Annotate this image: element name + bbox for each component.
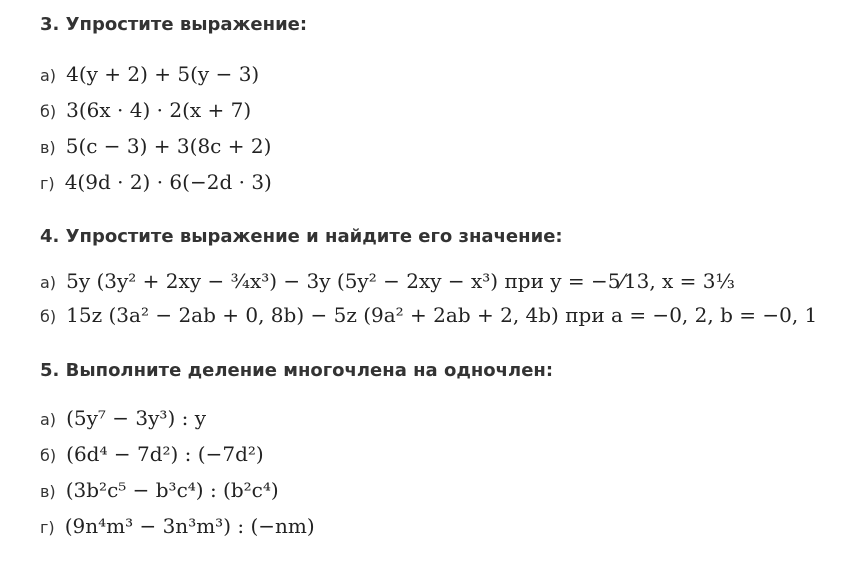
task-item <box>40 436 830 472</box>
task-items <box>40 400 830 544</box>
task-item <box>40 164 830 200</box>
item-expression: 5(c − 3) + 3(8c + 2) <box>65 134 272 158</box>
item-label: б) <box>40 446 57 465</box>
item-label: б) <box>40 102 57 121</box>
item-expression: (5y⁷ − 3y³) : y <box>66 406 207 430</box>
task-item <box>40 128 830 164</box>
item-label: а) <box>40 66 57 85</box>
task-item <box>40 92 830 128</box>
worksheet <box>40 8 830 544</box>
task-3 <box>40 8 830 200</box>
item-label: б) <box>40 307 57 326</box>
item-expression: (3b²c⁵ − b³c⁴) : (b²c⁴) <box>65 478 279 502</box>
item-label: а) <box>40 273 57 292</box>
task-4 <box>40 220 830 332</box>
task-item <box>40 472 830 508</box>
task-title: 3. Упростите выражение: <box>40 14 308 35</box>
item-label: в) <box>40 482 56 501</box>
task-items <box>40 264 830 332</box>
item-label: г) <box>40 174 55 193</box>
task-title: 4. Упростите выражение и найдите его значение: <box>40 226 563 247</box>
task-item <box>40 298 830 332</box>
item-expression: 5y (3y² + 2xy − ¾x³) − 3y (5y² − 2xy − x³) при y = −5⁄13, x = 3⅓ <box>66 269 735 293</box>
item-expression: (6d⁴ − 7d²) : (−7d²) <box>66 442 264 466</box>
item-expression: 3(6x · 4) · 2(x + 7) <box>66 98 252 122</box>
task-item <box>40 400 830 436</box>
task-items <box>40 56 830 200</box>
task-item <box>40 264 830 298</box>
item-expression: 4(y + 2) + 5(y − 3) <box>66 62 260 86</box>
item-expression: (9n⁴m³ − 3n³m³) : (−nm) <box>64 514 315 538</box>
item-label: а) <box>40 410 57 429</box>
item-expression: 4(9d · 2) · 6(−2d · 3) <box>64 170 272 194</box>
task-title: 5. Выполните деление многочлена на одночлен: <box>40 360 554 381</box>
task-item <box>40 508 830 544</box>
item-label: в) <box>40 138 56 157</box>
task-5 <box>40 354 830 544</box>
item-label: г) <box>40 518 55 537</box>
item-expression: 15z (3a² − 2ab + 0, 8b) − 5z (9a² + 2ab + 2, 4b) при a = −0, 2, b = −0, 1 <box>66 303 818 327</box>
task-item <box>40 56 830 92</box>
